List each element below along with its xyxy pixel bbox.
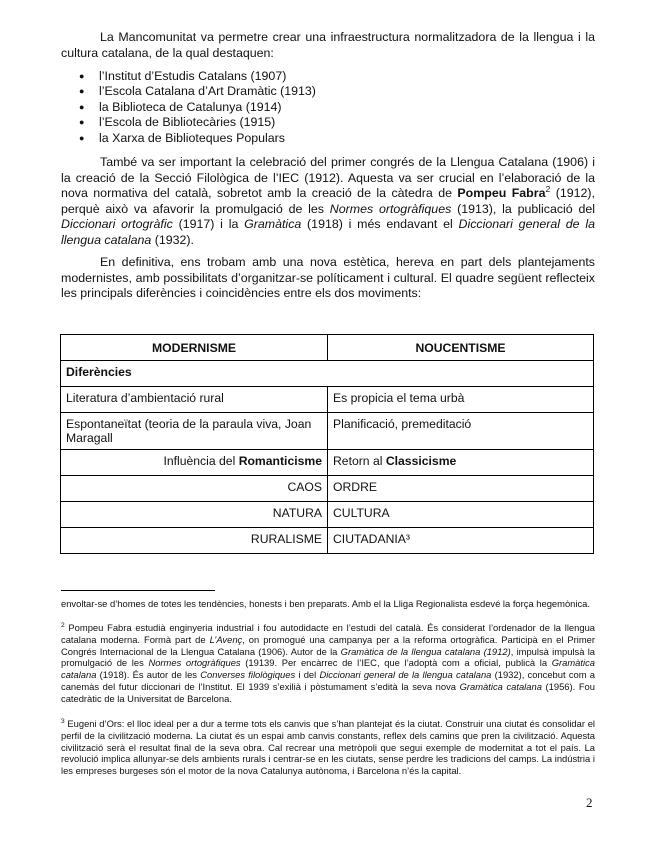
footnote-2 <box>61 622 595 705</box>
institutions-list <box>61 69 316 146</box>
table-cell <box>328 450 594 476</box>
text-run: (1932). <box>151 232 194 247</box>
text-run: (1932), concebut com a canemàs del futur diccionari de l’Institut. El 1939 s’exilià i pòstumament s’edità la seva nova <box>61 669 595 692</box>
table-row <box>61 476 594 502</box>
list-item: ● la Biblioteca de Catalunya (1914) <box>61 100 316 115</box>
term-classicisme: Classicisme <box>385 454 457 468</box>
table-row <box>61 502 594 528</box>
footnote-1-continuation: envoltar-se d’homes de totes les tendències, honests i ben preparats. Amb el la Lliga Regionalista esdevé la força hegemònica. <box>61 598 590 609</box>
table-cell: Es propicia el tema urbà <box>328 387 594 413</box>
table-cell: RURALISME <box>61 528 328 554</box>
text-run: (1912), perquè això va afavorir la promulgació de les <box>61 186 595 216</box>
text-run: L’Avenç <box>209 633 243 645</box>
list-item: ● la Xarxa de Biblioteques Populars <box>61 131 316 146</box>
table-cell: NATURA <box>61 502 328 528</box>
text-run: (19139. Per encàrrec de l’IEC, que l’adoptà com a oficial, publicà la <box>240 657 552 669</box>
congress-paragraph <box>61 155 595 249</box>
text-run: (1913), la publicació del <box>451 201 595 216</box>
table-cell: Espontaneïtat (teoria de la paraula viva, Joan Maragall <box>61 413 328 450</box>
text-run: També va ser important la celebració del primer congrés de la Llengua Catalana (1906) i la creació de la Secció Filològica de l’IEC (1912). Aquesta va ser crucial en l’elaboració de la nova normativa del català, sobretot amb la creació de la càtedra de <box>61 155 595 201</box>
text-run: Retorn al <box>333 454 386 468</box>
footnote-3 <box>61 718 595 777</box>
text-run: Normes ortogràfiques <box>148 657 241 669</box>
table-header-row <box>61 335 594 361</box>
footnote-separator <box>61 590 215 591</box>
text-run: Diccionari general de la llengua catalana <box>319 669 492 681</box>
text-run: i del <box>295 669 320 681</box>
table-row <box>61 387 594 413</box>
list-item: ● l’Escola de Bibliotecàries (1915) <box>61 115 316 130</box>
text-run: , on promogué una campanya per a la reforma ortogràfica. Participà en el Primer Congrés Internacional de la Llengua Catalana (1906). Autor de la <box>61 633 595 657</box>
table-row <box>61 450 594 476</box>
pompeu-fabra-name: Pompeu Fabra <box>457 186 546 201</box>
footnote-number: 3 <box>61 717 65 725</box>
table-cell: CULTURA <box>328 502 594 528</box>
footnote-ref-2: 2 <box>545 184 551 195</box>
text-run: Influència del <box>163 454 239 468</box>
text-run: (1918) i més endavant el <box>301 217 459 232</box>
table-row <box>61 413 594 450</box>
text-run: (1956). Fou catedràtic de la Universitat de Barcelona. <box>61 680 595 704</box>
intro-paragraph: La Mancomunitat va permetre crear una infraestructura normalitzadora de la llengua i la cultura catalana, de la qual destaquen: <box>61 30 595 60</box>
text-run: Gramàtica de la llengua catalana (1912) <box>340 645 511 657</box>
conclusion-paragraph: En definitiva, ens trobam amb una nova estètica, hereva en part dels plantejaments modernistes, amb possibilitats d’organitzar-se políticament i cultural. El quadre següent reflecteix les principals diferències i coincidències entre els dos moviments: <box>61 255 595 301</box>
text-run: Converses filològiques <box>200 669 296 681</box>
page-number: 2 <box>586 795 593 810</box>
header-noucentisme: NOUCENTISME <box>328 335 594 361</box>
list-item: ● l’Escola Catalana d’Art Dramàtic (1913) <box>61 84 316 99</box>
table-cell: CAOS <box>61 476 328 502</box>
comparison-table <box>60 334 594 554</box>
section-diferencies: Diferències <box>61 361 594 387</box>
text-run: Gramàtica catalana <box>459 680 542 692</box>
title-diccionari-general: Diccionari general de la llengua catalana <box>61 217 595 247</box>
text-run: (1917) i la <box>172 217 245 232</box>
table-section-row <box>61 361 594 387</box>
text-run: (1918). És autor de les <box>96 669 201 681</box>
title-gramatica: Gramàtica <box>244 217 302 232</box>
footnote-number: 2 <box>61 621 65 629</box>
text-run: Gramàtica catalana <box>61 657 595 681</box>
table-cell: Planificació, premeditació <box>328 413 594 450</box>
table-cell: CIUTADANIA³ <box>328 528 594 554</box>
table-cell: Literatura d’ambientació rural <box>61 387 328 413</box>
text-run: Eugeni d’Ors: el lloc ideal per a dur a terme tots els canvis que s’han plantejat és la ciutat. Construir una ciutat és consolidar el perfil de la civilització moderna. La ciutat és un espai amb canvis constants, reflex dels camins que pren la civilització. Aquesta civilització serà el resultat final de la seva obra. Cal recrear una metròpoli que segui exemple de modernitat a tot el país. La revolució implica allunyar-se dels ambients rurals i centrar-se en les ciutats, sense perdre les tradicions del camps. La indústria i les empreses burgeses són el motor de la nova Catalunya autònoma, i Barcelona n’és la capital. <box>61 718 595 777</box>
table-cell: ORDRE <box>328 476 594 502</box>
table-cell <box>61 450 328 476</box>
text-run: , impulsà impulsà la promulgació de les <box>61 645 595 669</box>
header-modernisme: MODERNISME <box>61 335 328 361</box>
term-romanticisme: Romanticisme <box>238 454 322 468</box>
title-diccionari-ortografic: Diccionari ortogràfic <box>61 217 173 232</box>
title-normes: Normes ortogràfiques <box>329 201 452 216</box>
list-item: ● l’Institut d’Estudis Catalans (1907) <box>61 69 316 84</box>
table-row <box>61 528 594 554</box>
text-run: Pompeu Fabra estudià enginyeria industrial i fou autodidacte en l’estudi del català. És considerat l’ordenador de la llengua catalana moderna. Formà part de <box>61 622 595 645</box>
